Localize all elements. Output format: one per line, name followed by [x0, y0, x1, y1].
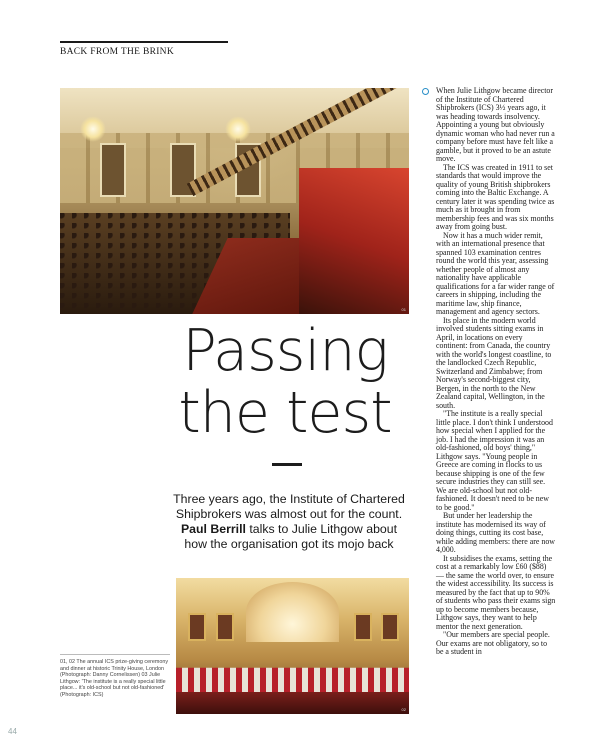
headline-rule	[272, 463, 302, 466]
photo-number: 02	[401, 707, 406, 712]
headline	[140, 320, 430, 444]
body-paragraph: Now it has a much wider remit, with an international presence that spanned 103 examination centres round the world this year, assessing whether people of almost any nationality have applicable qualifications for a far wider range of careers in shipping, including the maritime law, ship finance, management and agency sectors.	[436, 230, 555, 316]
section-label: BACK FROM THE BRINK	[60, 47, 174, 57]
article-body	[436, 87, 556, 657]
section-rule	[60, 41, 228, 43]
dinner-photo	[176, 578, 409, 714]
headline-line-2: the test	[178, 380, 392, 446]
photo-number: 01	[401, 307, 406, 312]
circle-bullet-icon	[422, 88, 429, 95]
body-paragraph: The ICS was created in 1911 to set standards that would improve the quality of young British shipbrokers coming into the Baltic Exchange. A century later it was spending twice as much as it brought in from membership fees and was six months away from going bust.	[436, 162, 555, 231]
body-paragraph: When Julie Lithgow became director of the Institute of Chartered Shipbrokers (ICS) 3½ years ago, it was heading towards insolvency. Appointing a young but obviously dynamic woman who had never run a company before must have felt like a gamble, but it proved to be an astute move.	[436, 86, 555, 163]
standfirst-outro: talks to Julie Lithgow about how the organisation got its mojo back	[184, 522, 397, 551]
auditorium-photo	[60, 88, 409, 314]
body-paragraph: It subsidises the exams, setting the cost at a remarkably low £60 ($88) — the same the world over, to ensure the widest accessibility. Its success is measured by the fact that up to 90% of students who pass their exams sign up to become members because, Lithgow says, they want to help mentor the next generation.	[436, 553, 556, 631]
page-number: 44	[8, 727, 17, 736]
body-paragraph: "The institute is a really special little place. I don't think I understood how special when I applied for the job. I had the impression it was an old-fashioned, old boys' thing," Lithgow says. "Young people in Greece are coming in flocks to us because shipping is one of the few secure industries they can still see. We are old-school but not old-fashioned. It doesn't need to be new to be good."	[436, 409, 553, 512]
body-paragraph: But under her leadership the institute has modernised its way of doing things, cutting its cost base, while adding members: there are now 4,000.	[436, 511, 555, 554]
standfirst-intro: Three years ago, the Institute of Chartered Shipbrokers was almost out for the count.	[173, 492, 405, 521]
headline-line-1: Passing	[182, 318, 388, 384]
body-paragraph: "Our members are special people. Our exams are not obligatory, so to be a student in	[436, 630, 550, 656]
caption-rule	[60, 654, 170, 655]
author-name: Paul Berrill	[180, 522, 246, 536]
photo-caption: 01, 02 The annual ICS prize-giving ceremony and dinner at historic Trinity House, London (Photograph: Danny Cornelissen) 03 Julie Lithgow: 'The institute is a really special little place... it's old-school but not old-fashioned' (Photograph: ICS)	[60, 659, 169, 698]
standfirst	[173, 492, 405, 552]
body-paragraph: Its place in the modern world involved students sitting exams in April, in locations on every continent: from Canada, the country with the world's longest coastline, to the landlocked Czech Republic, Switzerland and Zimbabwe; from Norway's second-biggest city, Bergen, in the north to the New Zealand capital, Wellington, in the south.	[436, 315, 552, 410]
